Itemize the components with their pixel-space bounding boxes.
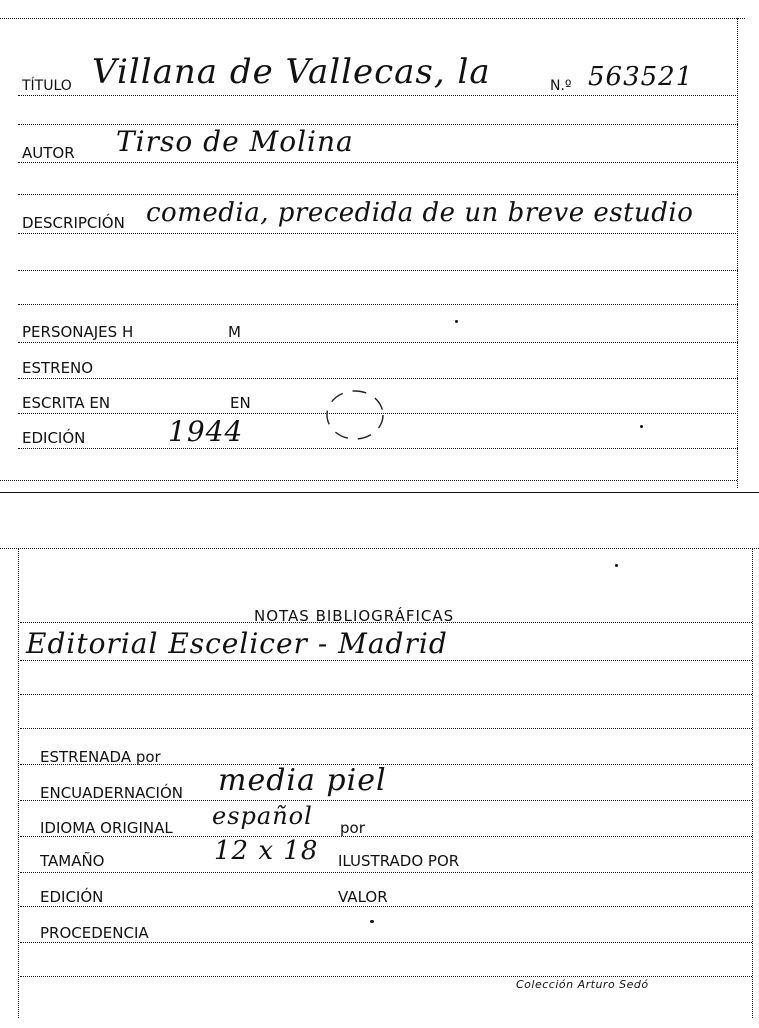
escrita-en-label: ESCRITA EN: [22, 394, 111, 412]
estrenada-por-label: ESTRENADA por: [40, 748, 161, 766]
encuadernacion-label: ENCUADERNACIÓN: [40, 784, 184, 802]
card-right-edge: [737, 18, 738, 488]
numero-value: 563521: [588, 62, 694, 92]
ruled-line: [20, 660, 752, 661]
tamano-value: 12 x 18: [214, 836, 319, 866]
catalog-card-back: [0, 548, 759, 1018]
ruled-line: [20, 942, 752, 943]
ruled-line: [20, 622, 752, 623]
ruled-line: [20, 694, 752, 695]
autor-label: AUTOR: [22, 144, 75, 162]
tamano-label: TAMAÑO: [40, 852, 105, 870]
en-label: EN: [230, 394, 251, 412]
estreno-label: ESTRENO: [22, 359, 94, 377]
card-top-edge: [0, 18, 745, 19]
ruled-line: [18, 95, 738, 96]
ruled-line: [20, 728, 752, 729]
por-label: por: [340, 819, 365, 837]
ruled-line: [20, 976, 752, 977]
edicion-label-2: EDICIÓN: [40, 888, 104, 906]
card-left-edge: [18, 548, 19, 1018]
encuadernacion-value: media piel: [218, 763, 387, 798]
numero-label: N.º: [550, 78, 572, 94]
personajes-m-label: M: [228, 323, 241, 341]
ruled-line: [18, 194, 738, 195]
ruled-line: [20, 906, 752, 907]
idioma-original-label: IDIOMA ORIGINAL: [40, 819, 173, 837]
ruled-line: [20, 872, 752, 873]
autor-value: Tirso de Molina: [116, 125, 354, 158]
notas-heading: NOTAS BIBLIOGRÁFICAS: [254, 607, 455, 625]
ink-speck: [640, 425, 643, 428]
catalog-card-front: [0, 0, 759, 492]
titulo-label: TÍTULO: [22, 78, 72, 94]
ruled-line: [18, 270, 738, 271]
collection-credit: Colección Arturo Sedó: [516, 978, 649, 991]
ruled-line: [18, 342, 738, 343]
ink-speck: [615, 564, 618, 567]
idioma-original-value: español: [212, 802, 313, 830]
descripcion-value: comedia, precedida de un breve estudio: [146, 198, 694, 228]
ilustrado-por-label: ILUSTRADO POR: [338, 852, 460, 870]
card-right-edge: [752, 548, 753, 1018]
card-bottom-edge: [0, 480, 737, 481]
ruled-line: [18, 162, 738, 163]
valor-label: VALOR: [338, 888, 388, 906]
ruled-line: [18, 378, 738, 379]
ink-speck: [370, 920, 374, 923]
card-top-edge: [0, 548, 759, 549]
procedencia-label: PROCEDENCIA: [40, 924, 149, 942]
descripcion-label: DESCRIPCIÓN: [22, 214, 125, 232]
ruled-line: [18, 304, 738, 305]
ruled-line: [18, 448, 738, 449]
edicion-label: EDICIÓN: [22, 429, 86, 447]
titulo-value: Villana de Vallecas, la: [92, 52, 491, 92]
notas-value: Editorial Escelicer - Madrid: [26, 627, 448, 660]
personajes-label: PERSONAJES H: [22, 323, 134, 341]
ink-speck: [455, 320, 458, 323]
ruled-line: [18, 233, 738, 234]
circle-mark-icon: [320, 385, 390, 445]
edicion-value: 1944: [168, 415, 244, 448]
cards-divider: [0, 492, 759, 493]
